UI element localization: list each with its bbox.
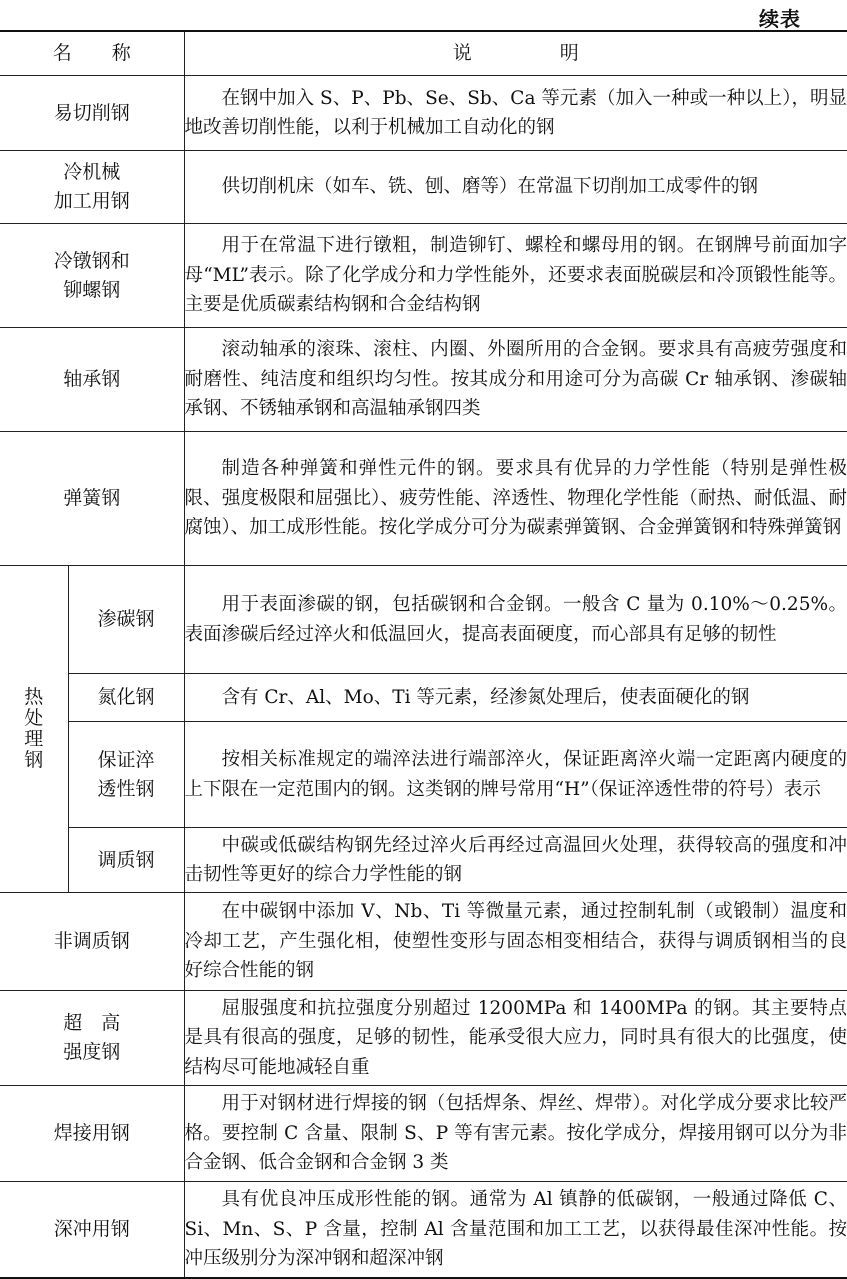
row-name: 冷镦钢和 铆螺钢 [0, 224, 184, 328]
row-name: 弹簧钢 [0, 432, 184, 566]
row-description: 按相关标准规定的端淬法进行端部淬火，保证距离淬火端一定距离内硬度的上下限在一定范围内的钢。这类钢的牌号常用“H”（保证淬透性带的符号）表示 [184, 749, 847, 800]
row-name: 调质钢 [68, 828, 184, 893]
row-name: 易切削钢 [0, 76, 184, 151]
table-row [0, 224, 847, 328]
table-row [0, 76, 847, 151]
row-description: 供切削机床（如车、铣、刨、磨等）在常温下切削加工成零件的钢 [221, 176, 759, 198]
group-row [0, 566, 847, 674]
row-name: 非调质钢 [0, 893, 184, 991]
group-label-heat-treatment-steel: 热处理钢 [0, 566, 68, 893]
table-row [0, 432, 847, 566]
row-name: 保证淬 透性钢 [68, 722, 184, 828]
row-name: 焊接用钢 [0, 1086, 184, 1182]
header-description: 说明 [452, 42, 667, 64]
table-row [0, 1086, 847, 1182]
row-description: 用于在常温下进行镦粗，制造铆钉、螺栓和螺母用的钢。在钢牌号前面加字母“ML”表示。除了化学成分和力学性能外，还要求表面脱碳层和冷顶锻性能等。主要是优质碳素结构钢和合金结构钢 [184, 235, 847, 316]
row-description: 在中碳钢中添加 V、Nb、Ti 等微量元素，通过控制轧制（或锻制）温度和冷却工艺，产生强化相，使塑性变形与固态相变相结合，获得与调质钢相当的良好综合性能的钢 [184, 901, 847, 982]
row-description: 具有优良冲压成形性能的钢。通常为 Al 镇静的低碳钢，一般通过降低 C、Si、Mn、S、P 含量，控制 Al 含量范围和加工工艺，以获得最佳深冲性能。按冲压级别分为深冲钢和超深冲钢 [184, 1189, 847, 1269]
row-name: 深冲用钢 [0, 1182, 184, 1278]
steel-classification-table [0, 30, 847, 1279]
row-description: 在钢中加入 S、P、Pb、Se、Sb、Ca 等元素（加入一种或一种以上），明显地改善切削性能，以利于机械加工自动化的钢 [184, 87, 847, 138]
group-row [0, 722, 847, 828]
row-description: 中碳或低碳结构钢先经过淬火后再经过高温回火处理，获得较高的强度和冲击韧性等更好的综合力学性能的钢 [184, 834, 847, 885]
table-row [0, 151, 847, 224]
table-row [0, 893, 847, 991]
row-description: 用于表面渗碳的钢，包括碳钢和合金钢。一般含 C 量为 0.10%～0.25%。表面渗碳后经过淬火和低温回火，提高表面硬度，而心部具有足够的韧性 [184, 594, 847, 645]
row-description: 滚动轴承的滚珠、滚柱、内圈、外圈所用的合金钢。要求具有高疲劳强度和耐磨性、纯洁度和组织均匀性。按其成分和用途可分为高碳 Cr 轴承钢、渗碳轴承钢、不锈轴承钢和高温轴承钢四类 [184, 339, 847, 420]
continued-table-label: 续表 [759, 7, 801, 31]
table-row [0, 991, 847, 1086]
group-row [0, 828, 847, 893]
row-description: 屈服强度和抗拉强度分别超过 1200MPa 和 1400MPa 的钢。其主要特点是具有很高的强度，足够的韧性，能承受很大应力，同时具有很大的比强度，使结构尽可能地减轻自重 [184, 997, 847, 1078]
row-name: 超 高 强度钢 [0, 991, 184, 1086]
table-row [0, 1182, 847, 1278]
row-description: 用于对钢材进行焊接的钢（包括焊条、焊丝、焊带）。对化学成分要求比较严格。要控制 C 含量、限制 S、P 等有害元素。按化学成分，焊接用钢可以分为非合金钢、低合金钢和合金钢 3 类 [184, 1093, 847, 1174]
row-name: 轴承钢 [0, 328, 184, 432]
table-header-row [0, 31, 847, 76]
table-row [0, 328, 847, 432]
row-name: 冷机械 加工用钢 [0, 151, 184, 224]
row-name: 氮化钢 [68, 674, 184, 722]
group-row [0, 674, 847, 722]
header-name: 名称 [0, 31, 184, 76]
row-description: 制造各种弹簧和弹性元件的钢。要求具有优异的力学性能（特别是弹性极限、强度极限和屈强比）、疲劳性能、淬透性、物理化学性能（耐热、耐低温、耐腐蚀）、加工成形性能。按化学成分可分为碳素弹簧钢、合金弹簧钢和特殊弹簧钢 [184, 458, 847, 539]
row-description: 含有 Cr、Al、Mo、Ti 等元素，经渗氮处理后，使表面硬化的钢 [221, 686, 750, 708]
row-name: 渗碳钢 [68, 566, 184, 674]
